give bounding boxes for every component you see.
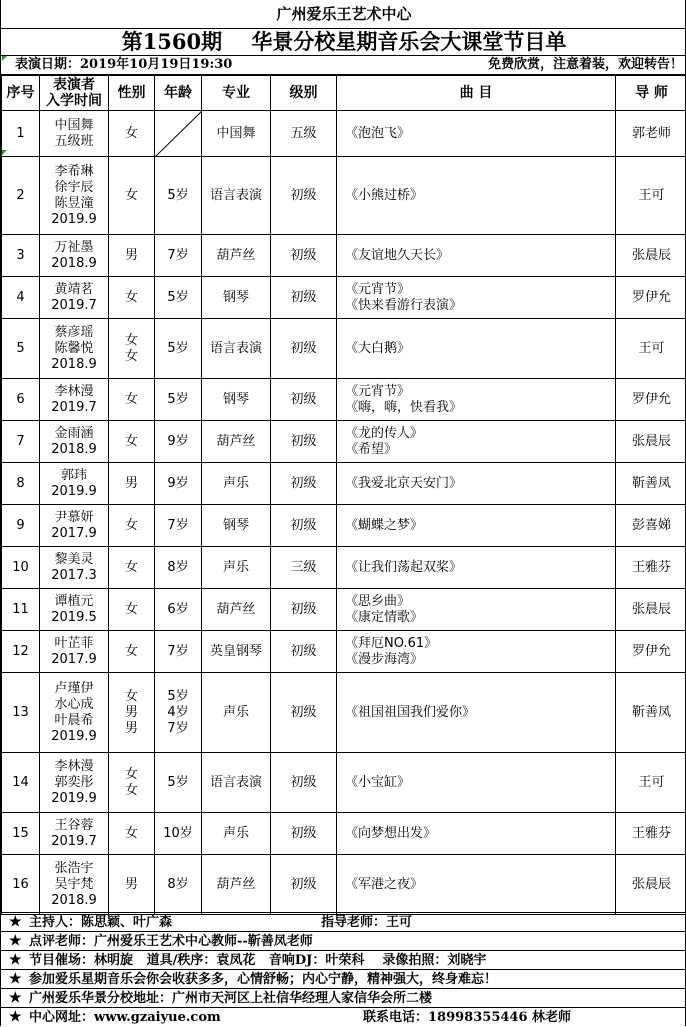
- table-row: [2, 631, 686, 673]
- cell-no: 15: [2, 813, 40, 855]
- cell-performer: 谭植元 2019.5: [40, 589, 109, 631]
- cell-no: 12: [2, 631, 40, 673]
- table-row: [2, 277, 686, 319]
- cell-level: 初级: [271, 463, 337, 505]
- col-teacher-header: 导 师: [616, 76, 686, 111]
- cell-age: 9岁: [155, 463, 202, 505]
- cell-no: 8: [2, 463, 40, 505]
- footer-line-motto: [1, 969, 686, 988]
- cell-gender: 女: [109, 813, 155, 855]
- table-row: [2, 547, 686, 589]
- reviewer-text: 点评老师：广州爱乐王艺术中心教师--靳善凤老师: [29, 932, 313, 951]
- cell-major: 葫芦丝: [202, 421, 271, 463]
- cell-gender: 女: [109, 379, 155, 421]
- cell-teacher: 张晨辰: [616, 589, 686, 631]
- cell-age: 5岁: [155, 277, 202, 319]
- stage-crew-text: 节目催场：林明旋 道具/秩序：袁凤花 音响DJ：叶荣科 录像拍照：刘晓宇: [29, 951, 486, 970]
- cell-marker-icon: [2, 56, 7, 61]
- cell-teacher: 王雅芬: [616, 547, 686, 589]
- table-row: [2, 753, 686, 813]
- cell-no: 11: [2, 589, 40, 631]
- star-icon: ★: [9, 913, 22, 932]
- cell-performer: 蔡彦瑶 陈馨悦 2018.9: [40, 319, 109, 379]
- cell-major: 钢琴: [202, 505, 271, 547]
- cell-age: 5岁: [155, 319, 202, 379]
- col-gender-header: 性别: [109, 76, 155, 111]
- table-row: [2, 589, 686, 631]
- cell-level: 初级: [271, 589, 337, 631]
- cell-major: 声乐: [202, 673, 271, 753]
- cell-teacher: 郭老师: [616, 111, 686, 157]
- cell-songs: 《我爱北京天安门》: [337, 463, 616, 505]
- cell-level: 初级: [271, 319, 337, 379]
- program-table: [1, 75, 686, 915]
- cell-major: 声乐: [202, 813, 271, 855]
- cell-major: 钢琴: [202, 379, 271, 421]
- host-text: 主持人：陈思颖、叶广森: [29, 913, 172, 932]
- cell-teacher: 靳善凤: [616, 673, 686, 753]
- cell-gender: 女: [109, 111, 155, 157]
- cell-songs: 《龙的传人》 《希望》: [337, 421, 616, 463]
- cell-teacher: 王可: [616, 157, 686, 235]
- performance-date: 表演日期：2019年10月19日19:30: [15, 56, 232, 74]
- program-title: 第1560期 华景分校星期音乐会大课堂节目单: [1, 28, 686, 55]
- table-row: [2, 235, 686, 277]
- cell-gender: 男: [109, 235, 155, 277]
- star-icon: ★: [9, 951, 22, 970]
- cell-no: 6: [2, 379, 40, 421]
- cell-songs: 《元宵节》 《快来看游行表演》: [337, 277, 616, 319]
- cell-level: 初级: [271, 157, 337, 235]
- cell-no: 14: [2, 753, 40, 813]
- cell-teacher: 靳善凤: [616, 463, 686, 505]
- info-bar: [1, 55, 686, 75]
- footer-line-contact: [1, 1007, 686, 1026]
- cell-no: 7: [2, 421, 40, 463]
- diagonal-line: [155, 111, 202, 157]
- cell-level: 初级: [271, 631, 337, 673]
- table-header-row: [2, 76, 686, 111]
- cell-songs: 《蝴蝶之梦》: [337, 505, 616, 547]
- cell-age: 5岁: [155, 379, 202, 421]
- col-level-header: 级别: [271, 76, 337, 111]
- cell-major: 语言表演: [202, 753, 271, 813]
- cell-gender: 男: [109, 855, 155, 915]
- cell-level: 初级: [271, 753, 337, 813]
- cell-no: 9: [2, 505, 40, 547]
- cell-performer: 万祉墨 2018.9: [40, 235, 109, 277]
- table-row: [2, 505, 686, 547]
- cell-teacher: 张晨辰: [616, 235, 686, 277]
- phone-text: 联系电话：18998355446 林老师: [363, 1008, 571, 1027]
- col-age-header: 年龄: [155, 76, 202, 111]
- table-row: [2, 319, 686, 379]
- cell-age: 7岁: [155, 631, 202, 673]
- star-icon: ★: [9, 932, 22, 951]
- cell-age: 5岁 4岁 7岁: [155, 673, 202, 753]
- footer-line-host: [1, 912, 686, 931]
- cell-performer: 叶芷菲 2017.9: [40, 631, 109, 673]
- cell-performer: 黄靖茗 2019.7: [40, 277, 109, 319]
- cell-marker-icon: [2, 150, 7, 155]
- cell-songs: 《向梦想出发》: [337, 813, 616, 855]
- star-icon: ★: [9, 989, 22, 1008]
- cell-teacher: 罗伊允: [616, 379, 686, 421]
- cell-age: 6岁: [155, 589, 202, 631]
- table-row: [2, 379, 686, 421]
- cell-teacher: 王可: [616, 319, 686, 379]
- cell-teacher: 彭喜娣: [616, 505, 686, 547]
- cell-age: 9岁: [155, 421, 202, 463]
- cell-gender: 女: [109, 157, 155, 235]
- star-icon: ★: [9, 1008, 22, 1027]
- cell-level: 初级: [271, 813, 337, 855]
- footer-line-address: [1, 988, 686, 1007]
- cell-gender: 女: [109, 631, 155, 673]
- cell-gender: 女: [109, 277, 155, 319]
- cell-age-empty: [155, 111, 202, 157]
- cell-major: 英皇钢琴: [202, 631, 271, 673]
- cell-performer: 郭玮 2019.9: [40, 463, 109, 505]
- cell-no: 2: [2, 157, 40, 235]
- cell-age: 7岁: [155, 235, 202, 277]
- cell-major: 声乐: [202, 547, 271, 589]
- table-row: [2, 855, 686, 915]
- cell-teacher: 张晨辰: [616, 421, 686, 463]
- cell-major: 钢琴: [202, 277, 271, 319]
- cell-level: 初级: [271, 673, 337, 753]
- cell-major: 葫芦丝: [202, 855, 271, 915]
- cell-songs: 《元宵节》 《嗨，嗨，快看我》: [337, 379, 616, 421]
- cell-songs: 《小宝缸》: [337, 753, 616, 813]
- table-row: [2, 673, 686, 753]
- cell-major: 语言表演: [202, 319, 271, 379]
- cell-age: 8岁: [155, 855, 202, 915]
- cell-songs: 《友谊地久天长》: [337, 235, 616, 277]
- cell-major: 葫芦丝: [202, 235, 271, 277]
- cell-level: 初级: [271, 235, 337, 277]
- cell-level: 初级: [271, 277, 337, 319]
- cell-age: 7岁: [155, 505, 202, 547]
- cell-no: 10: [2, 547, 40, 589]
- cell-level: 初级: [271, 505, 337, 547]
- cell-gender: 女: [109, 421, 155, 463]
- cell-performer: 卢瑾伊 水心成 叶晨希 2019.9: [40, 673, 109, 753]
- cell-performer: 李林漫 2019.7: [40, 379, 109, 421]
- cell-songs: 《思乡曲》 《康定情歌》: [337, 589, 616, 631]
- diagonal-slash: [155, 111, 202, 157]
- cell-gender: 女: [109, 547, 155, 589]
- cell-performer: 黎美灵 2017.3: [40, 547, 109, 589]
- cell-performer: 李林漫 郭奕彤 2019.9: [40, 753, 109, 813]
- cell-songs: 《小熊过桥》: [337, 157, 616, 235]
- cell-no: 16: [2, 855, 40, 915]
- cell-songs: 《泡泡飞》: [337, 111, 616, 157]
- cell-songs: 《拜厄NO.61》 《漫步海湾》: [337, 631, 616, 673]
- table-row: [2, 157, 686, 235]
- cell-teacher: 罗伊允: [616, 631, 686, 673]
- cell-level: 三级: [271, 547, 337, 589]
- col-songs-header: 曲 目: [337, 76, 616, 111]
- footer: [1, 912, 686, 1026]
- notice-text: 免费欣赏，注意着装，欢迎转告！: [488, 56, 683, 74]
- cell-age: 5岁: [155, 753, 202, 813]
- cell-songs: 《大白鹅》: [337, 319, 616, 379]
- footer-line-reviewer: [1, 931, 686, 950]
- cell-level: 五级: [271, 111, 337, 157]
- cell-age: 10岁: [155, 813, 202, 855]
- cell-performer: 李希琳 徐宇辰 陈昱潼 2019.9: [40, 157, 109, 235]
- cell-teacher: 王雅芬: [616, 813, 686, 855]
- cell-gender: 女 女: [109, 753, 155, 813]
- cell-major: 声乐: [202, 463, 271, 505]
- cell-performer: 尹慕妍 2017.9: [40, 505, 109, 547]
- cell-teacher: 王可: [616, 753, 686, 813]
- cell-major: 中国舞: [202, 111, 271, 157]
- cell-teacher: 张晨辰: [616, 855, 686, 915]
- cell-level: 初级: [271, 379, 337, 421]
- cell-performer: 金雨涵 2018.9: [40, 421, 109, 463]
- cell-age: 5岁: [155, 157, 202, 235]
- table-row: [2, 111, 686, 157]
- cell-no: 5: [2, 319, 40, 379]
- footer-line-stage: [1, 950, 686, 969]
- cell-gender: 女 男 男: [109, 673, 155, 753]
- table-row: [2, 463, 686, 505]
- address-text: 广州爱乐华景分校地址：广州市天河区上社信华经理人家信华会所二楼: [29, 989, 432, 1008]
- cell-performer: 王谷蓉 2019.7: [40, 813, 109, 855]
- center-name: 广州爱乐王艺术中心: [1, 0, 686, 29]
- cell-performer: 张浩宇 吴宇梵 2018.9: [40, 855, 109, 915]
- cell-gender: 女: [109, 505, 155, 547]
- cell-level: 初级: [271, 421, 337, 463]
- star-icon: ★: [9, 970, 22, 989]
- cell-teacher: 罗伊允: [616, 277, 686, 319]
- cell-gender: 女: [109, 589, 155, 631]
- cell-no: 13: [2, 673, 40, 753]
- col-no-header: 序号: [2, 76, 40, 111]
- cell-no: 4: [2, 277, 40, 319]
- cell-songs: 《军港之夜》: [337, 855, 616, 915]
- director-text: 指导老师：王可: [321, 913, 412, 932]
- website-text: 中心网址：www.gzaiyue.com: [29, 1008, 221, 1027]
- cell-no: 1: [2, 111, 40, 157]
- cell-gender: 女 女: [109, 319, 155, 379]
- cell-no: 3: [2, 235, 40, 277]
- cell-age: 8岁: [155, 547, 202, 589]
- cell-performer: 中国舞 五级班: [40, 111, 109, 157]
- cell-level: 初级: [271, 855, 337, 915]
- table-row: [2, 813, 686, 855]
- table-row: [2, 421, 686, 463]
- motto-text: 参加爱乐星期音乐会你会收获多多，心情舒畅；内心宁静，精神强大，终身难忘！: [29, 970, 497, 989]
- cell-songs: 《让我们荡起双桨》: [337, 547, 616, 589]
- col-major-header: 专业: [202, 76, 271, 111]
- cell-gender: 男: [109, 463, 155, 505]
- cell-songs: 《祖国祖国我们爱你》: [337, 673, 616, 753]
- cell-major: 语言表演: [202, 157, 271, 235]
- cell-major: 葫芦丝: [202, 589, 271, 631]
- col-performer-header: 表演者 入学时间: [40, 76, 109, 111]
